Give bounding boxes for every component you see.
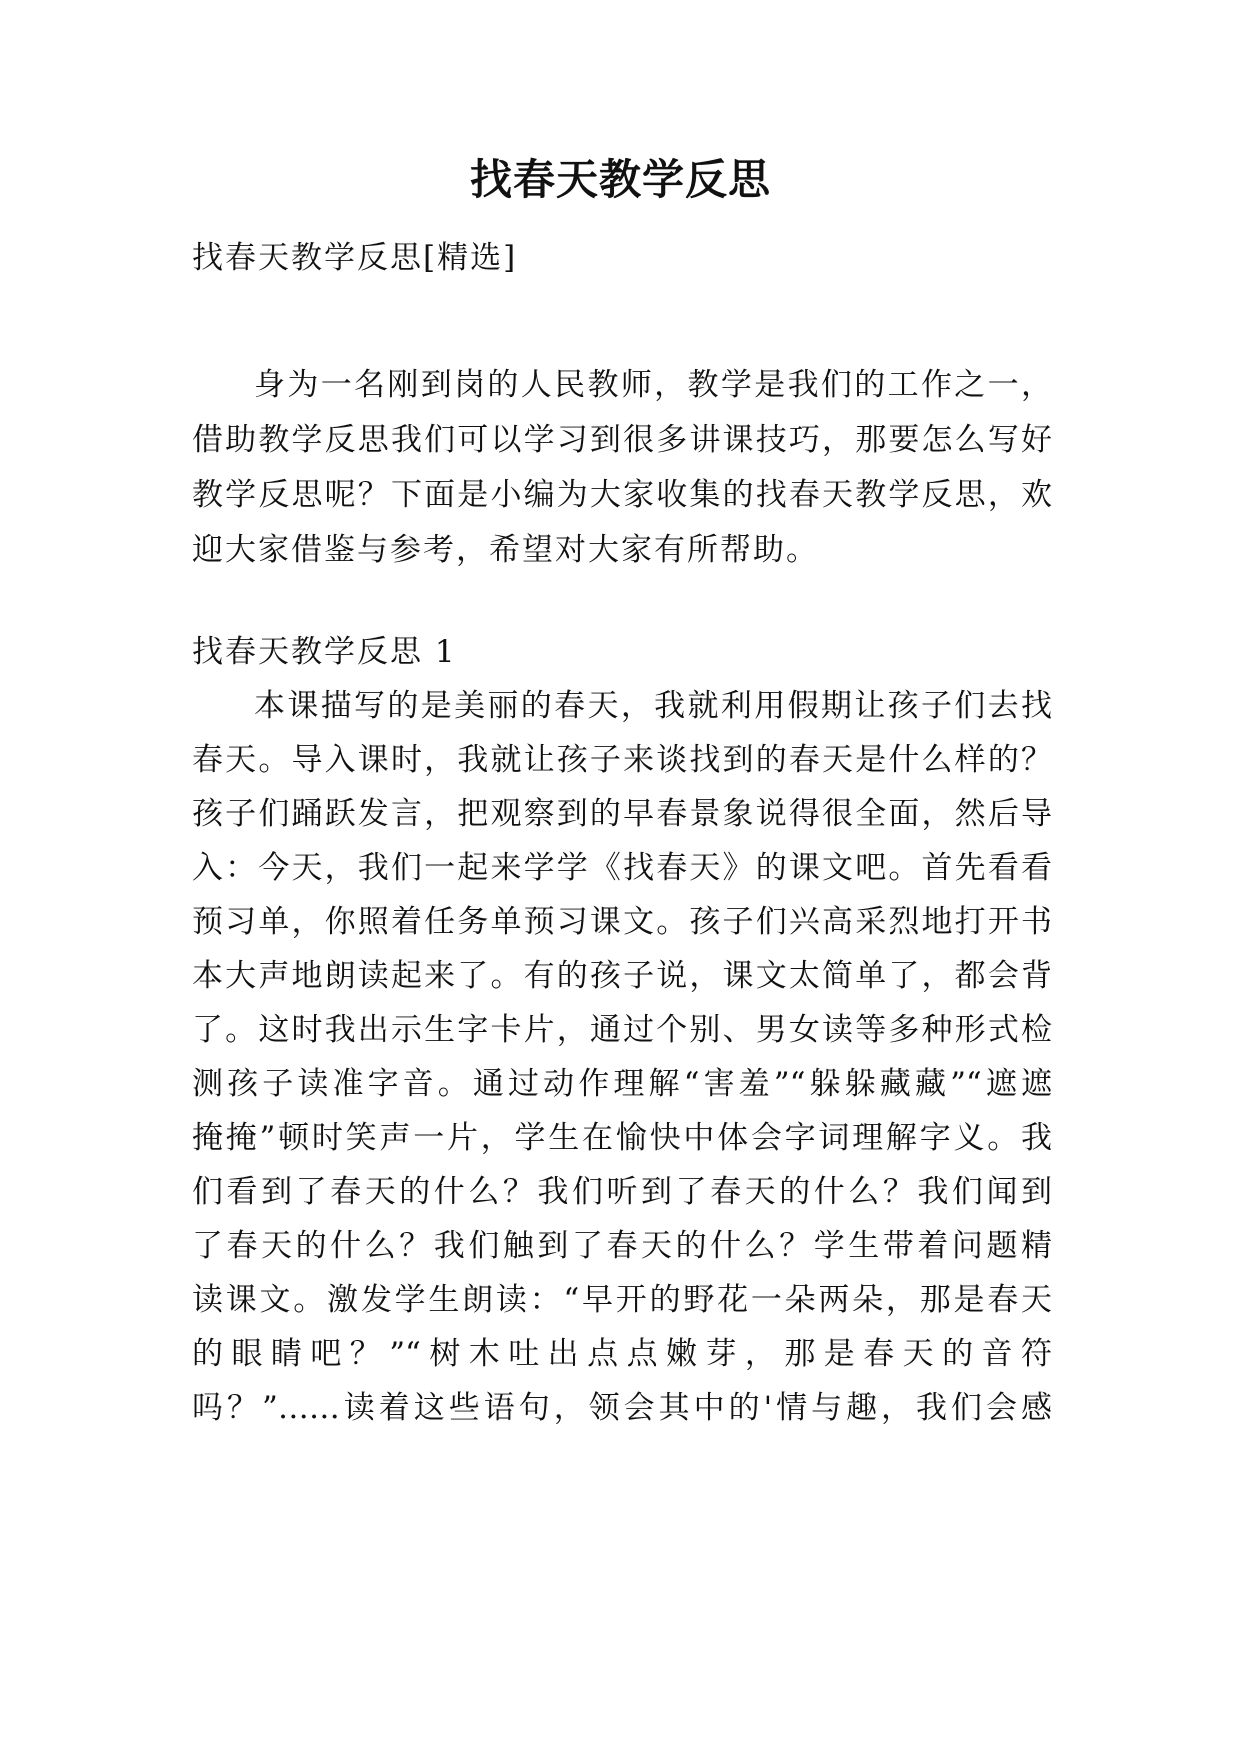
body-line: 读课文。激发学生朗读：“早开的野花一朵两朵，那是春天 (192, 1282, 1052, 1318)
body-line: 春天。导入课时，我就让孩子来谈找到的春天是什么样的？ (192, 742, 1052, 778)
body-line: 测孩子读准字音。通过动作理解“害羞”“躲躲藏藏”“遮遮 (192, 1066, 1052, 1102)
body-line: 孩子们踊跃发言，把观察到的早春景象说得很全面，然后导 (192, 796, 1052, 832)
document-title: 找春天教学反思 (469, 155, 771, 204)
intro-line: 借助教学反思我们可以学习到很多讲课技巧，那要怎么写好 (192, 422, 1052, 458)
body-line: 入：今天，我们一起来学学《找春天》的课文吧。首先看看 (192, 850, 1052, 886)
body-line: 吗？”……读着这些语句，领会其中的'情与趣，我们会感 (192, 1390, 1052, 1426)
document-subtitle: 找春天教学反思[精选] (192, 240, 518, 276)
intro-line: 身为一名刚到岗的人民教师，教学是我们的工作之一， (254, 367, 1052, 403)
intro-line: 教学反思呢？下面是小编为大家收集的找春天教学反思，欢 (192, 477, 1052, 513)
body-line: 了春天的什么？我们触到了春天的什么？学生带着问题精 (192, 1228, 1052, 1264)
body-line: 了。这时我出示生字卡片，通过个别、男女读等多种形式检 (192, 1012, 1052, 1048)
intro-line: 迎大家借鉴与参考，希望对大家有所帮助。 (192, 532, 819, 568)
body-line: 本大声地朗读起来了。有的孩子说，课文太简单了，都会背 (192, 958, 1052, 994)
body-line: 本课描写的是美丽的春天，我就利用假期让孩子们去找 (254, 688, 1052, 724)
body-line: 预习单，你照着任务单预习课文。孩子们兴高采烈地打开书 (192, 904, 1052, 940)
body-line: 的眼睛吧？”“树木吐出点点嫩芽，那是春天的音符 (192, 1336, 1052, 1372)
section-heading: 找春天教学反思 1 (192, 634, 457, 670)
body-line: 们看到了春天的什么？我们听到了春天的什么？我们闻到 (192, 1174, 1052, 1210)
body-line: 掩掩”顿时笑声一片，学生在愉快中体会字词理解字义。我 (192, 1120, 1052, 1156)
